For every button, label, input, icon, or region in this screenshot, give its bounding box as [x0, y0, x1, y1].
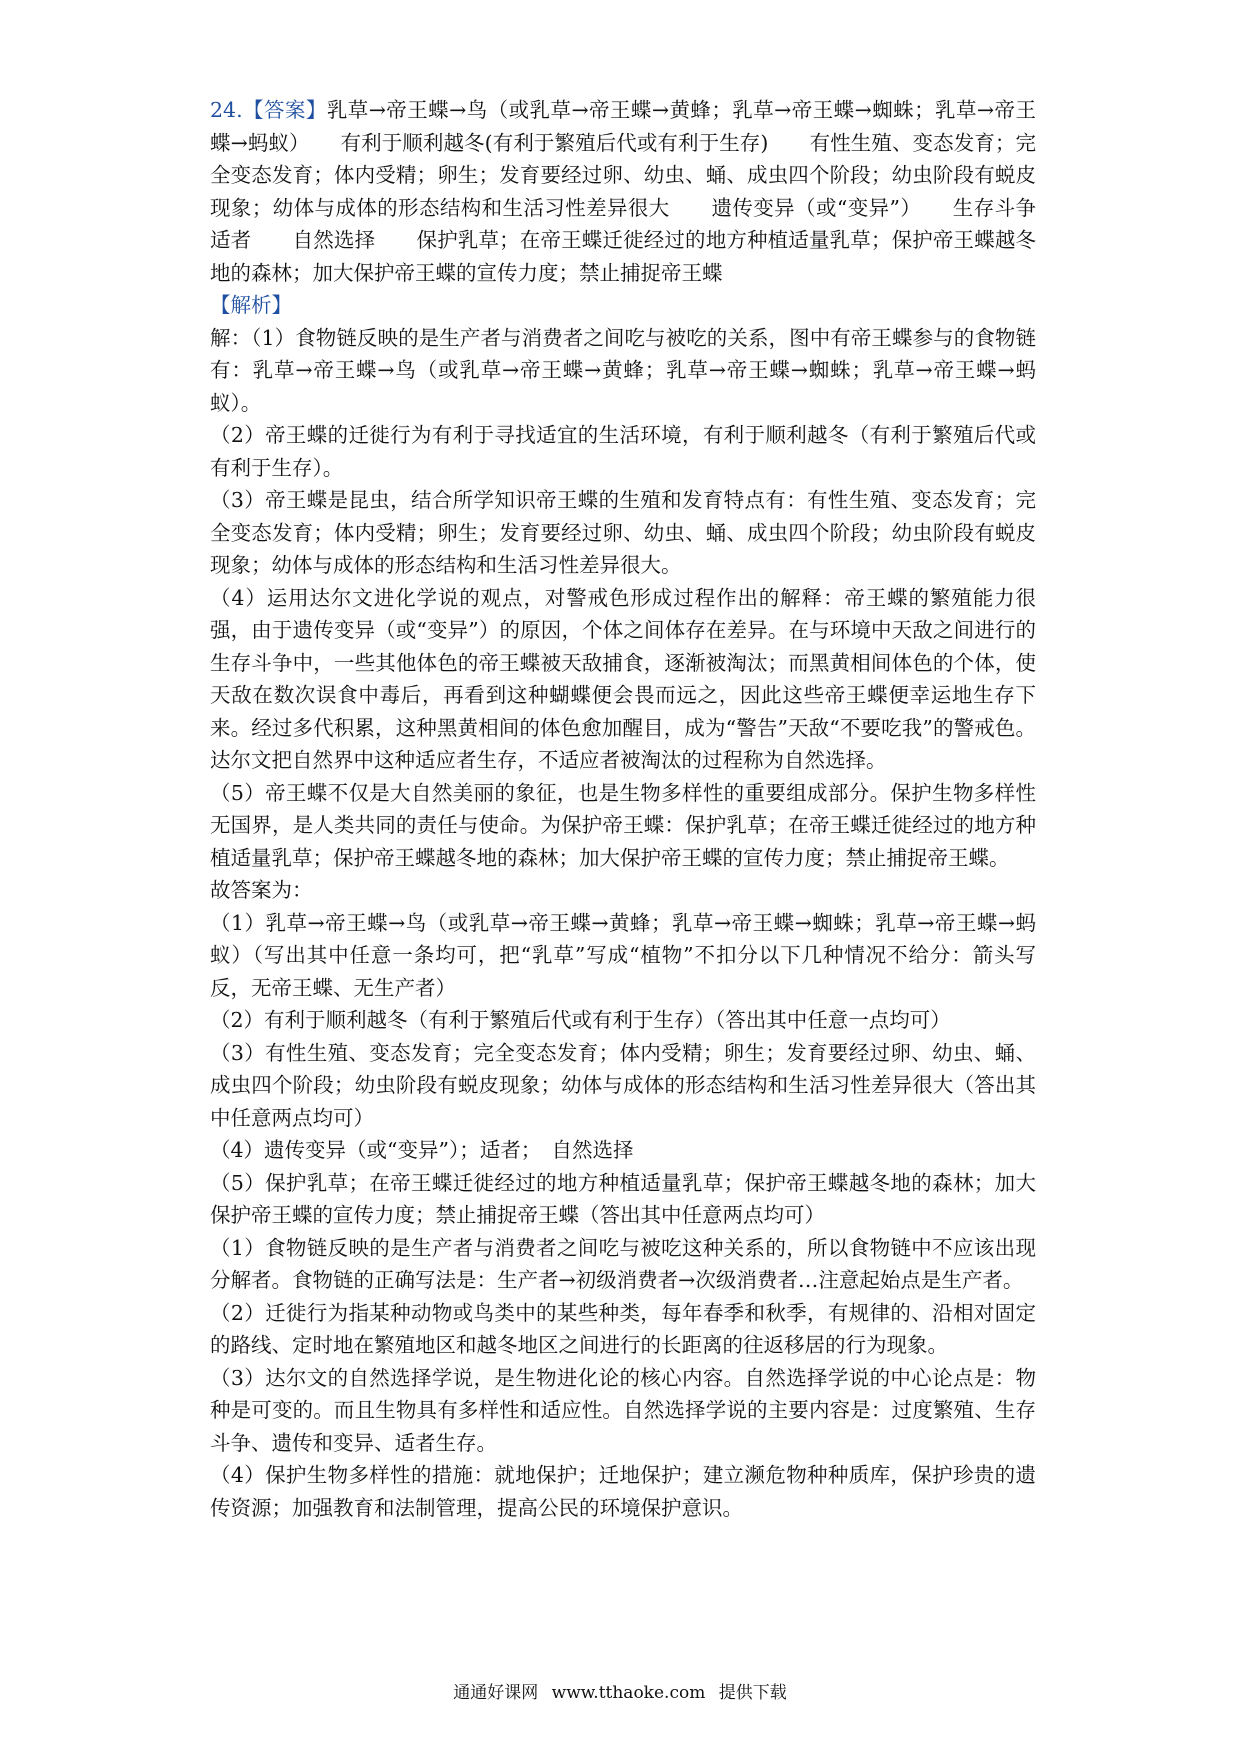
analysis-paragraph-1: 解：（1）食物链反映的是生产者与消费者之间吃与被吃的关系，图中有帝王蝶参与的食物链有：乳草→帝王蝶→鸟（或乳草→帝王蝶→黄蜂；乳草→帝王蝶→蜘蛛；乳草→帝王蝶→蚂蚁）。: [210, 325, 1036, 415]
footer-url[interactable]: www.tthaoke.com: [551, 1683, 706, 1703]
page-footer: [0, 1678, 1240, 1703]
answer-tag: 【答案】: [242, 98, 327, 122]
knowledge-point-3: （3）达尔文的自然选择学说，是生物进化论的核心内容。自然选择学说的中心论点是：物种是可变的。而且生物具有多样性和适应性。自然选择学说的主要内容是：过度繁殖、生存斗争、遗传和变异、适者生存。: [210, 1365, 1036, 1455]
final-answer-3: （3）有性生殖、变态发育；完全变态发育；体内受精；卵生；发育要经过卵、幼虫、蛹、成虫四个阶段；幼虫阶段有蜕皮现象；幼体与成体的形态结构和生活习性差异很大（答出其中任意两点均可）: [210, 1040, 1036, 1130]
analysis-paragraph-4: （4）运用达尔文进化学说的观点，对警戒色形成过程作出的解释：帝王蝶的繁殖能力很强，由于遗传变异（或“变异”）的原因，个体之间体存在差异。在与环境中天敌之间进行的生存斗争中，一些其他体色的帝王蝶被天敌捕食，逐渐被淘汰；而黑黄相间体色的个体，使天敌在数次误食中毒后，再看到这种蝴蝶便会畏而远之，因此这些帝王蝶便幸运地生存下来。经过多代积累，这种黑黄相间的体色愈加醒目，成为“警告”天敌“不要吃我”的警戒色。达尔文把自然界中这种适应者生存，不适应者被淘汰的过程称为自然选择。: [210, 585, 1036, 772]
knowledge-point-4: （4）保护生物多样性的措施：就地保护；迁地保护；建立濒危物种种质库，保护珍贵的遗传资源；加强教育和法制管理，提高公民的环境保护意识。: [210, 1463, 1036, 1520]
analysis-heading: 【解析】: [210, 293, 292, 317]
final-answer-label: 故答案为：: [210, 878, 313, 902]
final-answer-2: （2）有利于顺利越冬（有利于繁殖后代或有利于生存）（答出其中任意一点均可）: [210, 1008, 951, 1032]
answer-paragraph: [210, 94, 1077, 289]
page-content: [210, 94, 1077, 1524]
knowledge-point-1: （1）食物链反映的是生产者与消费者之间吃与被吃这种关系的，所以食物链中不应该出现分解者。食物链的正确写法是：生产者→初级消费者→次级消费者…注意起始点是生产者。: [210, 1235, 1036, 1292]
answer-text: 乳草→帝王蝶→鸟（或乳草→帝王蝶→黄蜂；乳草→帝王蝶→蜘蛛；乳草→帝王蝶→蚂蚁） 有利于顺利越冬(有利于繁殖后代或有利于生存) 有性生殖、变态发育；完全变态发育；体内受精；卵生；发育要经过卵、幼虫、蛹、成虫四个阶段；幼虫阶段有蜕皮现象；幼体与成体的形态结构和生活习性差异很大 遗传变异（或“变异”） 生存斗争 适者 自然选择 保护乳草；在帝王蝶迁徙经过的地方种植适量乳草；保护帝王蝶越冬地的森林；加大保护帝王蝶的宣传力度；禁止捕捉帝王蝶: [210, 98, 1077, 285]
analysis-paragraph-3: （3）帝王蝶是昆虫，结合所学知识帝王蝶的生殖和发育特点有：有性生殖、变态发育；完全变态发育；体内受精；卵生；发育要经过卵、幼虫、蛹、成虫四个阶段；幼虫阶段有蜕皮现象；幼体与成体的形态结构和生活习性差异很大。: [210, 488, 1036, 577]
final-answer-5: （5）保护乳草；在帝王蝶迁徙经过的地方种植适量乳草；保护帝王蝶越冬地的森林；加大保护帝王蝶的宣传力度；禁止捕捉帝王蝶（答出其中任意两点均可）: [210, 1170, 1036, 1227]
analysis-paragraph-5: （5）帝王蝶不仅是大自然美丽的象征，也是生物多样性的重要组成部分。保护生物多样性无国界，是人类共同的责任与使命。为保护帝王蝶：保护乳草；在帝王蝶迁徙经过的地方种植适量乳草；保护帝王蝶越冬地的森林；加大保护帝王蝶的宣传力度；禁止捕捉帝王蝶。: [210, 780, 1036, 870]
knowledge-point-2: （2）迁徙行为指某种动物或鸟类中的某些种类，每年春季和秋季，有规律的、沿相对固定的路线、定时地在繁殖地区和越冬地区之间进行的长距离的往返移居的行为现象。: [210, 1300, 1036, 1357]
final-answer-4: （4）遗传变异（或“变异”）；适者； 自然选择: [210, 1138, 634, 1162]
final-answer-1: （1）乳草→帝王蝶→鸟（或乳草→帝王蝶→黄蜂；乳草→帝王蝶→蜘蛛；乳草→帝王蝶→蚂蚁）（写出其中任意一条均可，把“乳草”写成“植物”不扣分以下几种情况不给分：箭头写反，无帝王蝶、无生产者）: [210, 910, 1036, 1000]
footer-site-name: 通通好课网: [453, 1683, 539, 1703]
question-number: 24.: [210, 98, 243, 122]
footer-suffix: 提供下载: [718, 1683, 787, 1703]
analysis-paragraph-2: （2）帝王蝶的迁徙行为有利于寻找适宜的生活环境，有利于顺利越冬（有利于繁殖后代或有利于生存）。: [210, 423, 1036, 480]
